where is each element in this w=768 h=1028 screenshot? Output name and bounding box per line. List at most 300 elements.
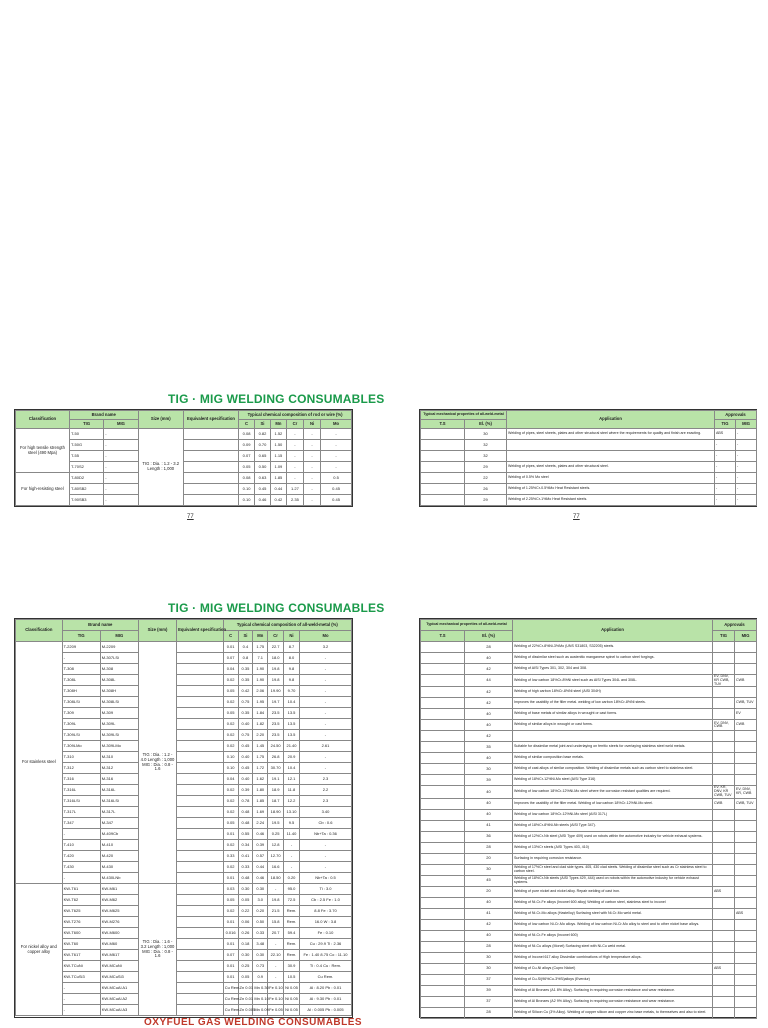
composition-si-cell: 0.22 [238, 906, 253, 917]
equivalent-spec-cell [177, 862, 224, 873]
composition-c-cell: 0.07 [223, 950, 238, 961]
composition-cr-cell: 18.7 [268, 796, 284, 807]
equivalent-spec-cell [177, 708, 224, 719]
composition-cr-cell: 19.8 [268, 675, 284, 686]
tensile-strength-cell [421, 731, 465, 742]
equivalent-spec-cell [183, 429, 238, 440]
composition-cr-cell: 12.70 [268, 851, 284, 862]
tig-brand-cell: T-90SB3 [69, 495, 103, 506]
composition-c-cell: 0.02 [223, 807, 238, 818]
elongation-cell: 30 [465, 963, 513, 974]
composition-mo-cell: 0.5 [321, 473, 352, 484]
composition-cr-cell: 20.7 [268, 928, 284, 939]
composition-ni-cell: 21.40 [284, 741, 300, 752]
composition-si-cell: 0.65 [255, 451, 271, 462]
elongation-cell: 30 [465, 864, 513, 875]
composition-mo-cell: Fe : 0.10 [299, 928, 351, 939]
approval-tig-cell: - [715, 473, 736, 484]
approval-mig-cell: - [736, 473, 757, 484]
composition-ni-cell: - [284, 851, 300, 862]
elongation-cell: 40 [465, 809, 513, 820]
application-cell [507, 440, 715, 451]
composition-mn-cell: 1.95 [253, 697, 268, 708]
table-row [16, 708, 352, 719]
tig-brand-cell: T-309LSi [62, 730, 100, 741]
composition-c-cell: 0.02 [223, 697, 238, 708]
composition-si-cell: 0.46 [255, 495, 271, 506]
composition-cr-cell: 19.7 [268, 697, 284, 708]
elongation-cell: 39 [465, 985, 513, 996]
application-cell [513, 731, 713, 742]
composition-cr-cell: 22.10 [268, 950, 284, 961]
table-row [421, 820, 757, 831]
mig-brand-cell: KW-M617 [100, 950, 138, 961]
approval-mig-cell [735, 1007, 757, 1018]
composition-mn-cell: 0.46 [253, 873, 268, 884]
composition-c-cell: 0.07 [239, 451, 255, 462]
equivalent-spec-cell [177, 928, 224, 939]
table-row [421, 864, 757, 875]
approval-tig-cell: - [715, 440, 736, 451]
composition-mn-cell: 1.85 [253, 796, 268, 807]
composition-si-cell: 0.45 [238, 763, 253, 774]
composition-mn-cell: 2.24 [253, 818, 268, 829]
composition-cr-cell: - [268, 884, 284, 895]
col-cr: Cr [286, 420, 303, 429]
table-row [16, 664, 352, 675]
tig-brand-cell: T-2209 [62, 642, 100, 653]
composition-mn-cell: 1.90 [253, 675, 268, 686]
tensile-strength-cell [421, 495, 465, 506]
composition-mo-cell: 8.8 Fe : 3.70 [299, 906, 351, 917]
approval-mig-cell [735, 831, 757, 842]
application-cell: Welding of Al Bronzes (A1 8% Alloy). Surfacing in requiring corrosion resistance and wear resistance. [513, 985, 713, 996]
equivalent-spec-cell [177, 994, 224, 1005]
application-cell: Welding of Inconel 617 alloy Dissimilar combinations of High temperature alloys. [513, 952, 713, 963]
composition-c-cell: 0.08 [239, 473, 255, 484]
next-section-title: OXYFUEL GAS WELDING CONSUMABLES [144, 1017, 363, 1028]
composition-mn-cell: 1.80 [253, 785, 268, 796]
composition-ni-cell: Ni 0.05 [284, 983, 300, 994]
table-row [421, 462, 757, 473]
page-title: TIG · MIG WELDING CONSUMABLES [168, 392, 385, 406]
tig-brand-cell: T-317L [62, 807, 100, 818]
composition-mo-cell: Al : 0.005 Pb : 0.005 [299, 1005, 351, 1016]
col-chem: Typical chemical composition of rod or wire (%) [239, 411, 352, 420]
composition-mo-cell: Fe : 1.40 8.75 Co : 11.10 [299, 950, 351, 961]
table-row [421, 753, 757, 764]
table-row [421, 742, 757, 753]
application-cell: Improves the usability of the filler metal. Welding of low carbon 18%Cr-12%Ni-Mo steel. [513, 798, 713, 809]
equivalent-spec-cell [177, 829, 224, 840]
equivalent-spec-cell [177, 972, 224, 983]
application-cell: Surfacing in requiring corrosion resistance. [513, 853, 713, 864]
composition-mo-cell: - [321, 462, 352, 473]
composition-mo-cell: Al : 9.30 Pb : 0.01 [299, 994, 351, 1005]
mig-brand-cell: KW-MCuAl A1 [100, 983, 138, 994]
composition-si-cell: 0.82 [255, 429, 271, 440]
col-ts: T.S [421, 631, 465, 642]
composition-mo-cell: - [299, 686, 351, 697]
table-row [16, 785, 352, 796]
composition-c-cell: 0.08 [239, 429, 255, 440]
col-el: El. (%) [465, 631, 513, 642]
composition-cr-cell: 24.50 [268, 741, 284, 752]
composition-si-cell: 0.78 [238, 796, 253, 807]
elongation-cell: 44 [465, 675, 513, 687]
composition-ni-cell: 8.7 [284, 642, 300, 653]
elongation-cell: 28 [465, 642, 513, 653]
equivalent-spec-cell [177, 1005, 224, 1016]
tensile-strength-cell [421, 429, 465, 440]
composition-si-cell: 0.40 [238, 719, 253, 730]
composition-mo-cell: - [321, 440, 352, 451]
tensile-strength-cell [421, 1007, 465, 1018]
col-mo: Mo [299, 631, 351, 642]
tig-brand-cell: T-50 [69, 429, 103, 440]
tig-brand-cell: KW-T276 [62, 917, 100, 928]
tig-brand-cell: T-312 [62, 763, 100, 774]
composition-si-cell: 0.48 [238, 873, 253, 884]
composition-mo-cell: Cu : 29.9 Ti : 2.36 [299, 939, 351, 950]
mig-brand-cell: M-316L [100, 785, 138, 796]
approval-mig-cell [735, 864, 757, 875]
composition-mn-cell: 0.30 [253, 884, 268, 895]
tig-brand-cell: T-316 [62, 774, 100, 785]
application-cell: Welding of low carbon 18%Cr-12%Ni-Mo steel where the corrosion resistant qualities are required. [513, 786, 713, 798]
mig-brand-cell: M-430 [100, 862, 138, 873]
composition-si-cell: 0.06 [238, 917, 253, 928]
application-cell: Welding of Cu-Ni alloys (Cupro Nickel) [513, 963, 713, 974]
equivalent-spec-cell [183, 451, 238, 462]
approval-tig-cell [713, 952, 735, 963]
equivalent-spec-cell [177, 719, 224, 730]
approval-mig-cell [735, 930, 757, 941]
mig-brand-cell: M-317L [100, 807, 138, 818]
application-cell: Welding of 0.5% Mo steel [507, 473, 715, 484]
composition-mn-cell: 0.50 [253, 917, 268, 928]
composition-ni-cell: Rem. [284, 950, 300, 961]
elongation-cell: 40 [465, 786, 513, 798]
composition-cr-cell: 19.5 [268, 818, 284, 829]
approval-tig-cell [713, 996, 735, 1007]
table-row [421, 731, 757, 742]
approval-tig-cell [713, 864, 735, 875]
classification-cell: For stainless steel [16, 642, 63, 884]
application-cell: Welding of Silicon Cu (3% Alloy). Welding of copper silicon and copper zinc base metals, to themselves and also to steel. [513, 1007, 713, 1018]
composition-c-cell: 0.01 [223, 961, 238, 972]
tensile-strength-cell [421, 985, 465, 996]
composition-ni-cell: 12.1 [284, 774, 300, 785]
composition-c-cell: 0.01 [223, 873, 238, 884]
table-row [421, 930, 757, 941]
approval-tig-cell: ABS [713, 886, 735, 897]
col-application: Application [513, 620, 713, 642]
composition-mo-cell: 3.2 [299, 642, 351, 653]
elongation-cell: 40 [465, 709, 513, 720]
table-row [16, 697, 352, 708]
approval-mig-cell [735, 731, 757, 742]
approval-mig-cell: EV, DNV, KR, CWB [735, 786, 757, 798]
equivalent-spec-cell [177, 675, 224, 686]
equivalent-spec-cell [183, 495, 238, 506]
composition-mn-cell: 0.9 [253, 972, 268, 983]
approval-tig-cell [713, 941, 735, 952]
composition-mo-cell: 3.40 [299, 807, 351, 818]
composition-si-cell: Zn 0.01 [238, 994, 253, 1005]
tig-brand-cell: T-316L [62, 785, 100, 796]
application-cell: Welding of pipes, steel sheets, plates and other structural steel where the requirements for quality and finish are exacting. [507, 429, 715, 440]
elongation-cell: 29 [465, 462, 507, 473]
composition-si-cell: Zn 0.005 [238, 1005, 253, 1016]
composition-si-cell: 0.35 [238, 664, 253, 675]
composition-ni-cell: 59.4 [284, 928, 300, 939]
composition-c-cell: 0.09 [239, 440, 255, 451]
mig-brand-cell: - [104, 473, 138, 484]
composition-c-cell: 0.02 [223, 675, 238, 686]
tig-brand-cell: T-410 [62, 840, 100, 851]
composition-mn-cell: Mn 0.10 [253, 994, 268, 1005]
col-appr-tig: TIG [713, 631, 735, 642]
composition-mo-cell: Al : 8.20 Pb : 0.01 [299, 983, 351, 994]
approval-mig-cell: CWB [735, 720, 757, 731]
composition-si-cell: 0.26 [238, 928, 253, 939]
application-cell: Welding of AISI Types 301, 302, 304 and 308. [513, 664, 713, 675]
equivalent-spec-cell [183, 440, 238, 451]
approval-tig-cell [713, 653, 735, 664]
tensile-strength-cell [421, 820, 465, 831]
composition-cr-cell: 30.70 [268, 763, 284, 774]
mig-brand-cell: - [104, 451, 138, 462]
table-row [421, 875, 757, 886]
elongation-cell: 41 [465, 820, 513, 831]
tig-brand-cell: T-309L [62, 719, 100, 730]
composition-mo-cell: 2.61 [299, 741, 351, 752]
approval-mig-cell: - [736, 484, 757, 495]
composition-cr-cell: - [268, 961, 284, 972]
composition-cr-cell: Fe 0.10 [268, 983, 284, 994]
elongation-cell: 26 [465, 484, 507, 495]
approval-tig-cell [713, 687, 735, 698]
approval-tig-cell [713, 642, 735, 653]
composition-si-cell: 0.34 [238, 840, 253, 851]
col-classification: Classification [16, 620, 63, 642]
table-row [16, 675, 352, 686]
equivalent-spec-cell [177, 730, 224, 741]
composition-c-cell: 0.33 [223, 851, 238, 862]
composition-c-cell: 0.10 [239, 484, 255, 495]
composition-ni-cell: - [304, 484, 321, 495]
elongation-cell: 40 [465, 798, 513, 809]
composition-mn-cell: 1.50 [270, 440, 286, 451]
composition-mo-cell: Cb : 0.6 [299, 818, 351, 829]
mig-brand-cell: KW-M600 [100, 928, 138, 939]
composition-ni-cell: - [304, 451, 321, 462]
composition-ni-cell: - [304, 462, 321, 473]
application-cell: Welding of 18%Cr-8%Ni-Nb steels (AISI Type 347). [513, 820, 713, 831]
tensile-strength-cell [421, 886, 465, 897]
classification-cell: For nickel alloy and copper alloy [16, 884, 63, 1016]
equivalent-spec-cell [177, 950, 224, 961]
composition-mn-cell: 1.75 [253, 752, 268, 763]
tensile-strength-cell [421, 853, 465, 864]
col-c: C [223, 631, 238, 642]
composition-c-cell: 0.05 [223, 686, 238, 697]
approval-mig-cell [735, 886, 757, 897]
composition-cr-cell: 2.35 [286, 495, 303, 506]
composition-cr-cell: 16.6 [268, 862, 284, 873]
composition-cr-cell: - [286, 462, 303, 473]
composition-mn-cell: 1.62 [253, 774, 268, 785]
composition-si-cell: 0.55 [238, 829, 253, 840]
mig-brand-cell: M-310 [100, 752, 138, 763]
composition-si-cell: 0.75 [238, 730, 253, 741]
application-cell: Welding of cast alloys of similar composition. Welding of dissimilar metals such as carbon steel to stainless steel. [513, 764, 713, 775]
table-row [421, 764, 757, 775]
composition-mn-cell: 1.69 [253, 807, 268, 818]
table-row [16, 429, 352, 440]
application-cell: Welding of 18%Cr-Nb steels (AISI Types 429, 444) used on robots within the automotive industry for vehicle exhaust systems. [513, 875, 713, 886]
approval-tig-cell [713, 1007, 735, 1018]
approval-mig-cell [735, 974, 757, 985]
approval-mig-cell [735, 809, 757, 820]
equivalent-spec-cell [177, 906, 224, 917]
composition-mn-cell: 0.20 [253, 906, 268, 917]
tensile-strength-cell [421, 941, 465, 952]
approval-mig-cell [735, 952, 757, 963]
elongation-cell: 42 [465, 919, 513, 930]
composition-cr-cell: Fe 0.10 [268, 994, 284, 1005]
composition-c-cell: 0.01 [223, 917, 238, 928]
approval-tig-cell [713, 908, 735, 919]
composition-mn-cell: 1.85 [270, 473, 286, 484]
approval-tig-cell [713, 731, 735, 742]
composition-cr-cell: 18.9 [268, 785, 284, 796]
table-row [421, 495, 757, 506]
equivalent-spec-cell [177, 741, 224, 752]
composition-c-cell: 0.02 [223, 785, 238, 796]
composition-mo-cell: Ti : 0.4 Cu : Rem. [299, 961, 351, 972]
equivalent-spec-cell [177, 763, 224, 774]
elongation-cell: 40 [465, 753, 513, 764]
composition-ni-cell: 20.9 [284, 752, 300, 763]
table-row [421, 919, 757, 930]
application-cell: Welding of 2.25%Cr-1%Mo Heat Resistant steels. [507, 495, 715, 506]
composition-mn-cell: 1.75 [253, 642, 268, 653]
composition-mo-cell: Cb : 2.5 Fe : 1.0 [299, 895, 351, 906]
col-equiv: Equivalent specification [183, 411, 238, 429]
table-row [16, 917, 352, 928]
table-row [16, 719, 352, 730]
application-cell: Welding of Al Bronzes (A2 9% Alloy). Surfacing in requiring corrosion resistance and wear resistance. [513, 996, 713, 1007]
application-cell: Welding of similar alloys in wrought or cast forms. [513, 720, 713, 731]
table-row [16, 774, 352, 785]
table-row [16, 1005, 352, 1016]
elongation-cell: 42 [465, 698, 513, 709]
table-row [421, 798, 757, 809]
tig-brand-cell: T-310 [62, 752, 100, 763]
composition-cr-cell: 19.1 [268, 774, 284, 785]
composition-cr-cell: 12.8 [268, 840, 284, 851]
page-number: 77 [187, 514, 194, 520]
composition-mn-cell: 1.84 [253, 708, 268, 719]
approval-tig-cell [713, 820, 735, 831]
composition-cr-cell: 19.8 [268, 895, 284, 906]
table-row [421, 720, 757, 731]
application-cell: Welding of 22%Cr-8%Ni-3%Mo (UNS S31803, S32205) steels. [513, 642, 713, 653]
mig-brand-cell: M-309L [100, 719, 138, 730]
equivalent-spec-cell [177, 939, 224, 950]
composition-mo-cell: - [299, 719, 351, 730]
tensile-strength-cell [421, 709, 465, 720]
approval-tig-cell [713, 985, 735, 996]
composition-mn-cell: Mn 0.30 [253, 983, 268, 994]
table-row [421, 908, 757, 919]
col-size: Size (mm) [138, 620, 176, 642]
composition-ni-cell: - [284, 862, 300, 873]
application-cell: Improves the usability of the filler metal. welding of low carbon 18%Cr-8%Ni steels. [513, 698, 713, 709]
application-cell: Welding of base metals of similar alloys in wrought or cast forms. [513, 709, 713, 720]
equivalent-spec-cell [177, 774, 224, 785]
col-classification: Classification [16, 411, 70, 429]
table-row [16, 807, 352, 818]
table-row [16, 829, 352, 840]
tig-brand-cell: T-347 [62, 818, 100, 829]
page-title: TIG · MIG WELDING CONSUMABLES [168, 601, 385, 615]
composition-ni-cell: 10.5 [284, 972, 300, 983]
mig-brand-cell: KW-M60 [100, 939, 138, 950]
table-row [16, 730, 352, 741]
table-row [421, 698, 757, 709]
table-row [421, 709, 757, 720]
composition-si-cell: 0.41 [238, 851, 253, 862]
composition-mn-cell: 1.52 [270, 429, 286, 440]
col-ni: Ni [304, 420, 321, 429]
mig-brand-cell: M-308 [100, 664, 138, 675]
application-cell: Welding of similar composition base metals. [513, 753, 713, 764]
composition-c-cell: Cu Rem. [223, 994, 238, 1005]
composition-c-cell: 0.10 [223, 763, 238, 774]
equivalent-spec-cell [177, 818, 224, 829]
composition-ni-cell: 8.0 [284, 653, 300, 664]
elongation-cell: 28 [465, 842, 513, 853]
equivalent-spec-cell [177, 873, 224, 884]
tig-brand-cell: - [62, 873, 100, 884]
approval-mig-cell [735, 775, 757, 786]
approval-mig-cell [735, 664, 757, 675]
approval-mig-cell: - [736, 462, 757, 473]
table-row [16, 840, 352, 851]
tensile-strength-cell [421, 451, 465, 462]
tensile-strength-cell [421, 831, 465, 842]
col-size: Size (mm) [138, 411, 183, 429]
equivalent-spec-cell [177, 697, 224, 708]
mig-brand-cell: M-312 [100, 763, 138, 774]
col-appr-mig: MIG [735, 631, 757, 642]
col-el: El. (%) [465, 420, 507, 429]
composition-mn-cell: 1.45 [253, 741, 268, 752]
tensile-strength-cell [421, 908, 465, 919]
tensile-strength-cell [421, 897, 465, 908]
elongation-cell: 30 [465, 429, 507, 440]
mig-brand-cell: KW-M62 [100, 895, 138, 906]
approval-tig-cell [713, 930, 735, 941]
classification-cell: For high tensile strength steel (490 Mpa) [16, 429, 70, 473]
approval-mig-cell: ABS [735, 908, 757, 919]
elongation-cell: 37 [465, 996, 513, 1007]
application-cell: Welding of low carbon Ni-Cr-Mo alloys. Welding of low carbon Ni-Cr-Mo alloy to steel and to other nickel base alloys. [513, 919, 713, 930]
composition-mo-cell: Nb+Ta : 0.36 [299, 829, 351, 840]
